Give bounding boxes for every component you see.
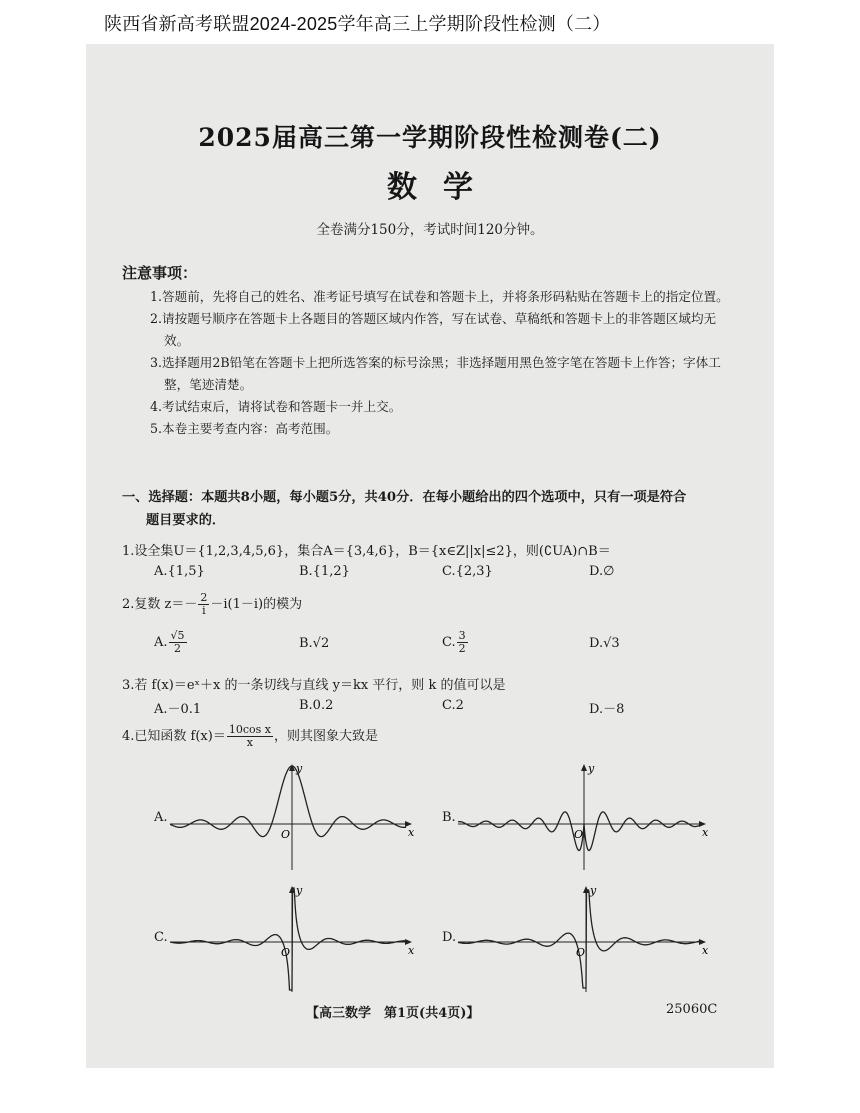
q3-option-b[interactable]: B.0.2 [299,698,334,713]
q4-fraction [227,724,273,749]
notice-item: 1.答题前，先将自己的姓名、准考证号填写在试卷和答题卡上，并将条形码粘贴在答题卡上的指定位置。 [150,289,729,304]
q2-frac-num: 2 [200,591,208,604]
q3-option-c[interactable]: C.2 [442,698,464,713]
q3-option-a[interactable]: A.－0.1 [154,702,202,717]
graph-c[interactable] [170,882,420,994]
notice-title: 注意事项： [122,264,198,282]
q2-option-a-label: A. [154,635,168,650]
q2-option-d[interactable]: D.√3 [589,636,620,651]
q2-stem-post: －i(1－i)的模为 [210,597,303,612]
graph-c-x-label: x [408,944,415,957]
graph-a[interactable] [170,760,420,872]
graph-d-label[interactable]: D. [442,930,457,945]
q2-option-c-num: 3 [458,629,466,642]
q2-option-b[interactable]: B.√2 [299,636,330,651]
graph-c-origin: O [281,946,291,959]
score-info: 全卷满分150分，考试时间120分钟。 [316,222,544,238]
section-heading-line2: 题目要求的． [146,513,226,528]
exam-title: 2025届高三第一学期阶段性检测卷(二) [198,123,662,152]
q4-frac-num: 10cos x [228,723,271,736]
section-heading [122,486,722,532]
graph-d[interactable] [458,882,714,994]
q4-stem-pre: 4.已知函数 f(x)＝ [122,729,226,744]
graph-d-origin: O [576,946,586,959]
q2-option-a-den: 2 [174,642,182,655]
q4-frac-den: x [246,736,253,749]
q2-option-c-den: 2 [458,642,466,655]
q1-option-a[interactable]: A.{1,5} [154,564,205,579]
graph-a-x-label: x [408,826,415,839]
q1-option-d[interactable]: D.∅ [589,564,615,579]
q2-option-a[interactable] [154,630,188,655]
graph-c-y-label: y [296,884,303,897]
q2-fraction [198,592,209,617]
q3-option-d[interactable]: D.－8 [589,702,625,717]
q2-option-c-frac [457,630,468,655]
graph-c-curve [170,888,406,990]
subject-title: 数学 [387,170,499,205]
notice-list [150,286,730,440]
graph-a-label[interactable]: A. [154,810,168,825]
graph-d-curve [458,890,700,988]
graph-b-y-arrow [581,764,587,771]
graph-b-x-label: x [702,826,709,839]
q1-option-b[interactable]: B.{1,2} [299,564,350,579]
notice-item: 2.请按题号顺序在答题卡上各题目的答题区域内作答，写在试卷、草稿纸和答题卡上的非答题区域均无效。 [150,311,717,348]
question-1-stem: 1.设全集U＝{1,2,3,4,5,6}，集合A＝{3,4,6}，B＝{x∈Z||x|≤2}，则(∁UA)∩B＝ [122,544,611,559]
section-heading-line1: 一、选择题：本题共8小题，每小题5分，共40分．在每小题给出的四个选项中，只有一项是符合 [122,490,687,505]
graph-d-x-label: x [702,944,709,957]
q2-option-a-frac [169,630,187,655]
question-4-stem [122,724,378,749]
document-header: 陕西省新高考联盟2024-2025学年高三上学期阶段性检测（二） [104,14,611,34]
notice-item: 5.本卷主要考查内容：高考范围。 [150,421,339,436]
graph-a-curve [170,766,406,837]
graph-d-y-label: y [590,884,597,897]
graph-b[interactable] [458,760,714,872]
exam-page [86,44,774,1068]
graph-a-origin: O [281,828,291,841]
q2-stem-pre: 2.复数 z＝－ [122,597,198,612]
q2-frac-den: i [202,604,206,617]
graph-b-origin: O [574,828,584,841]
q4-stem-post: ，则其图象大致是 [273,729,378,744]
page-footer: 【高三数学 第1页(共4页)】 [306,1006,480,1021]
q2-option-c[interactable] [442,630,469,655]
graph-c-label[interactable]: C. [154,930,168,945]
q2-option-c-label: C. [442,635,456,650]
question-2-stem [122,592,302,617]
question-3-stem: 3.若 f(x)＝eˣ＋x 的一条切线与直线 y＝kx 平行，则 k 的值可以是 [122,678,506,693]
notice-item: 4.考试结束后，请将试卷和答题卡一并上交。 [150,399,402,414]
notice-item: 3.选择题用2B铅笔在答题卡上把所选答案的标号涂黑；非选择题用黑色签字笔在答题卡上作答；字体工整，笔迹清楚。 [150,355,721,392]
graph-b-y-label: y [588,762,595,775]
graph-b-label[interactable]: B. [442,810,456,825]
paper-code: 25060C [666,1002,718,1017]
q1-option-c[interactable]: C.{2,3} [442,564,493,579]
graph-a-y-label: y [296,762,303,775]
q2-option-a-num: √5 [170,629,185,642]
